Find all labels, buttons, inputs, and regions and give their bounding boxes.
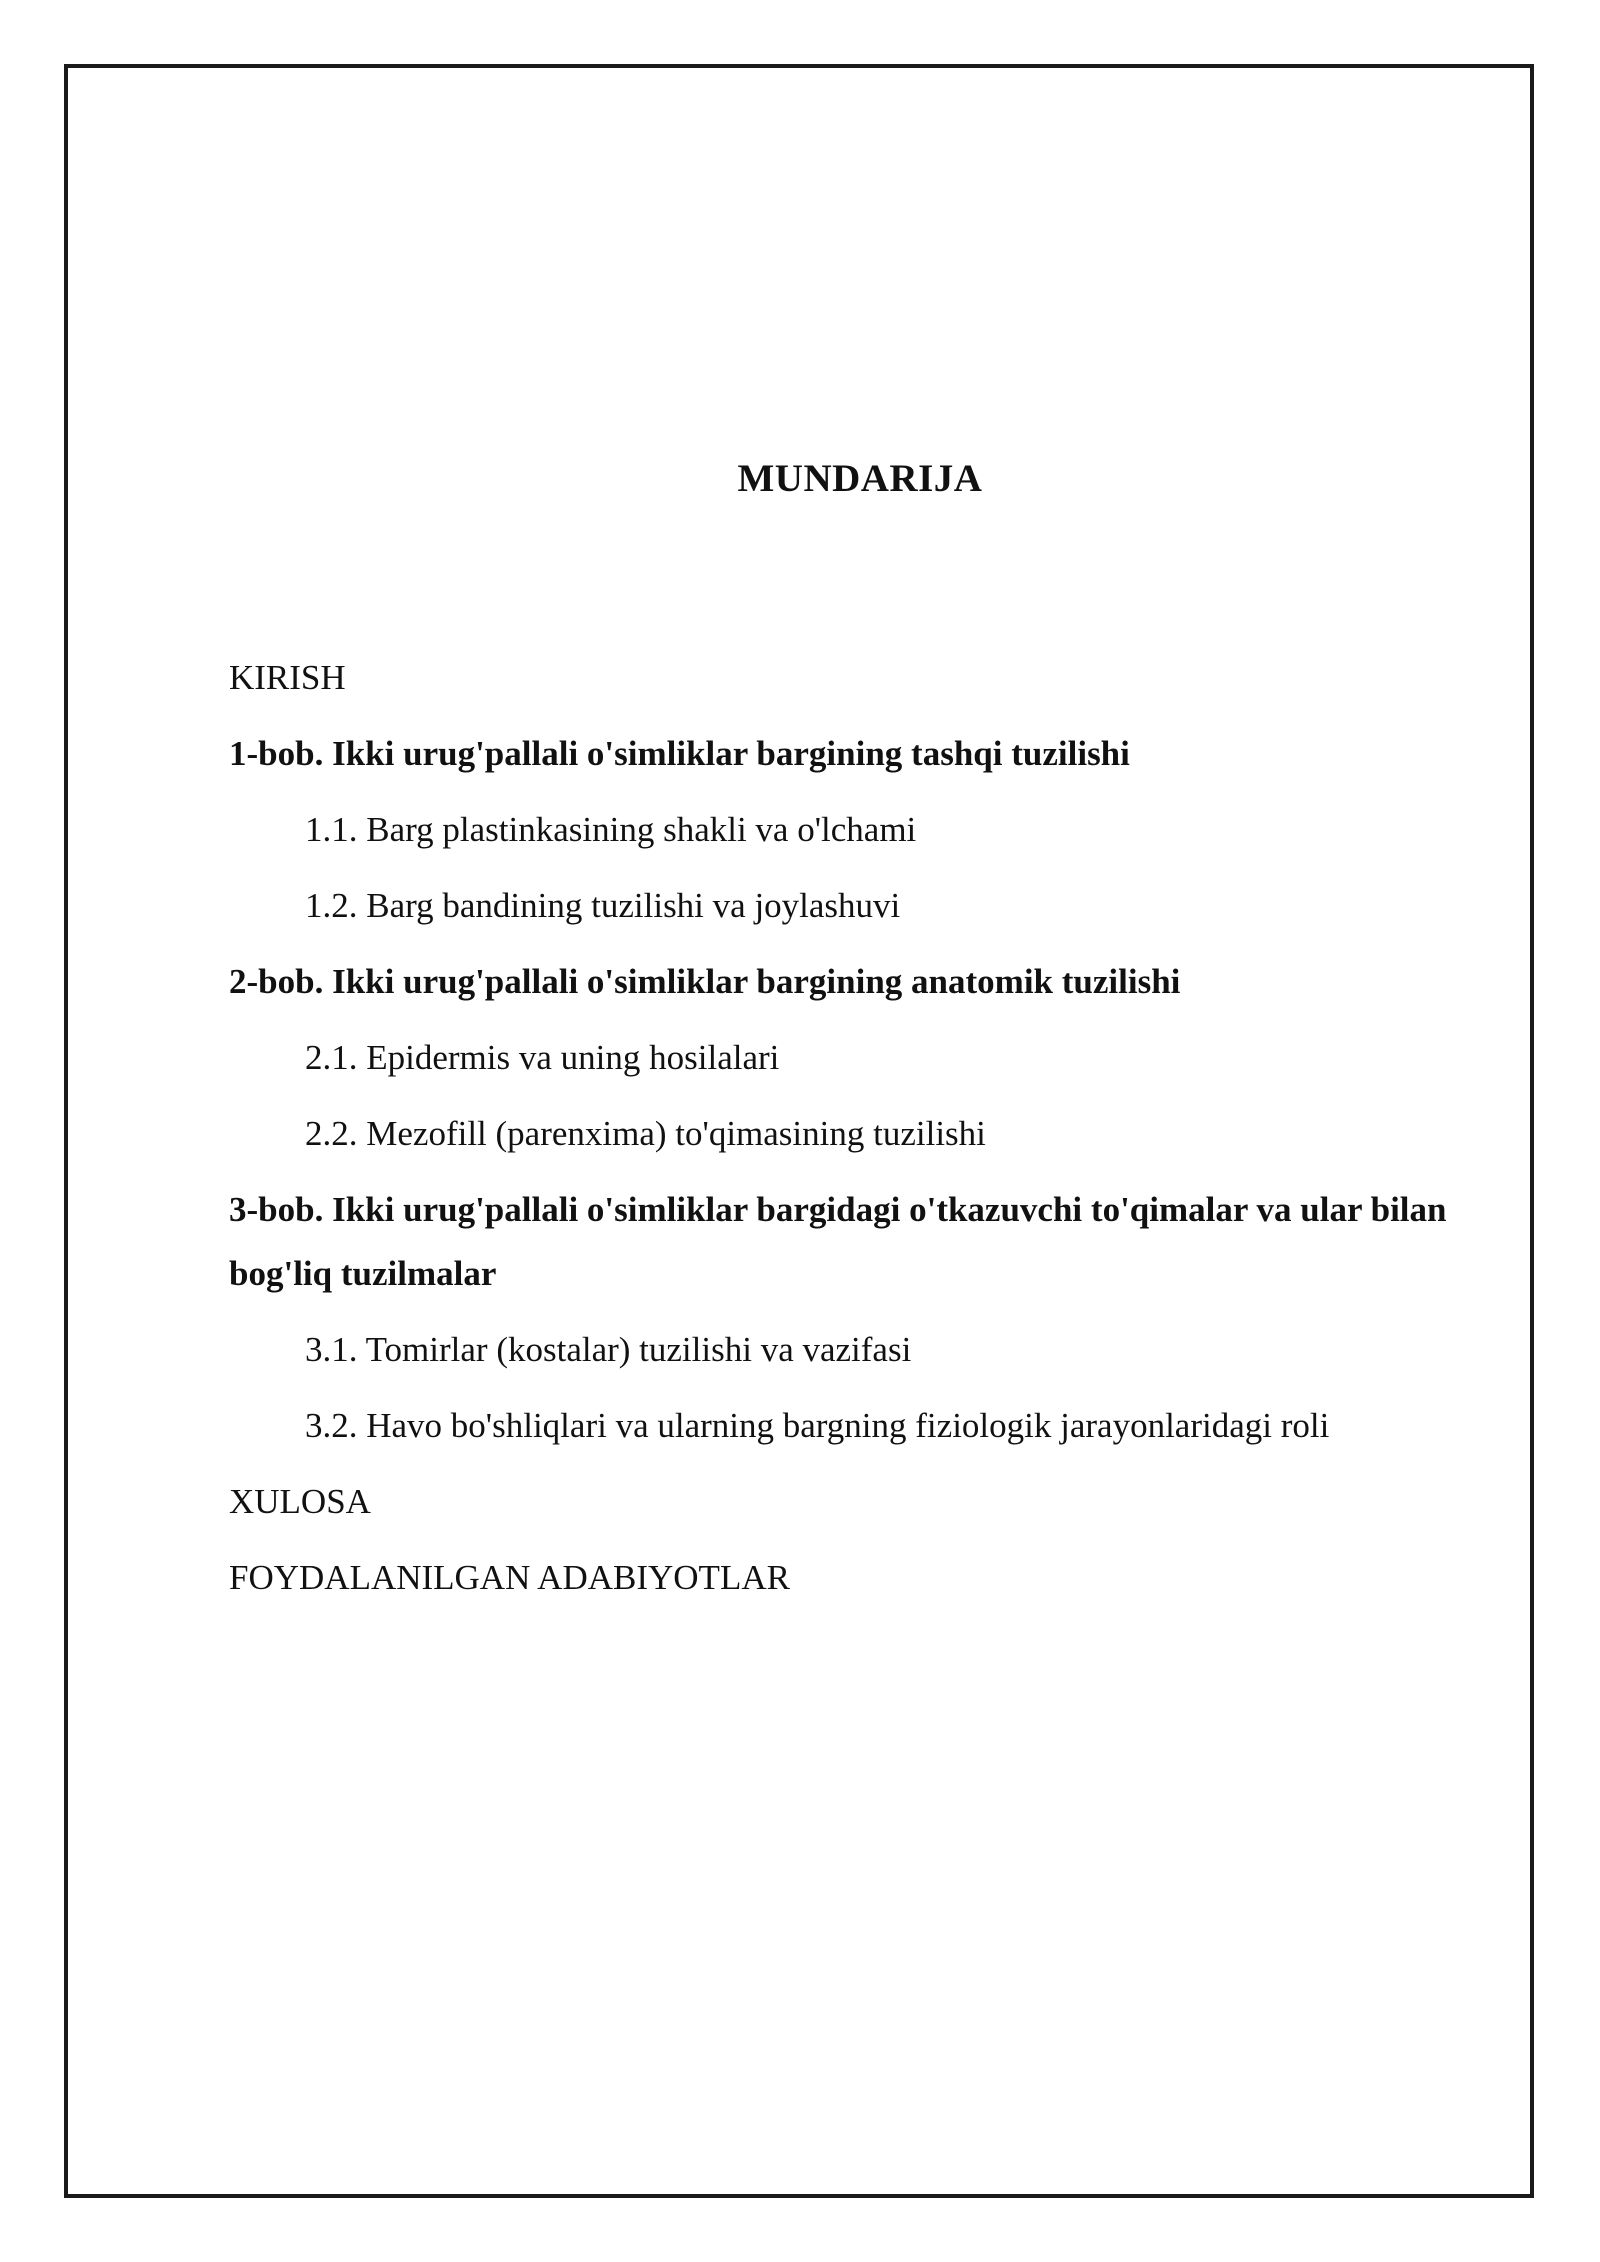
toc-section-2-2: 2.2. Mezofill (parenxima) to'qimasining tuzilishi [305,1114,986,1153]
toc-section-2-1: 2.1. Epidermis va uning hosilalari [305,1038,780,1077]
toc-entry-references: FOYDALANILGAN ADABIYOTLAR [229,1558,790,1597]
toc-section-3-1: 3.1. Tomirlar (kostalar) tuzilishi va vazifasi [305,1330,912,1369]
toc-section-3-2: 3.2. Havo bo'shliqlari va ularning bargning fiziologik jarayonlaridagi roli [305,1406,1330,1445]
toc-chapter-2: 2-bob. Ikki urug'pallali o'simliklar bargining anatomik tuzilishi [229,962,1181,1001]
toc-entry-conclusion: XULOSA [229,1482,371,1521]
toc-section-1-1: 1.1. Barg plastinkasining shakli va o'lchami [305,810,917,849]
toc-section-1-2: 1.2. Barg bandining tuzilishi va joylashuvi [305,886,901,925]
toc-chapter-1: 1-bob. Ikki urug'pallali o'simliklar bargining tashqi tuzilishi [229,734,1130,773]
toc-entry-introduction: KIRISH [229,658,346,697]
page-title: MUNDARIJA [737,457,983,500]
toc-chapter-3: 3-bob. Ikki urug'pallali o'simliklar bargidagi o'tkazuvchi to'qimalar va ular bilan bog'liq tuzilmalar [229,1190,1447,1293]
table-of-contents [229,640,1469,1616]
